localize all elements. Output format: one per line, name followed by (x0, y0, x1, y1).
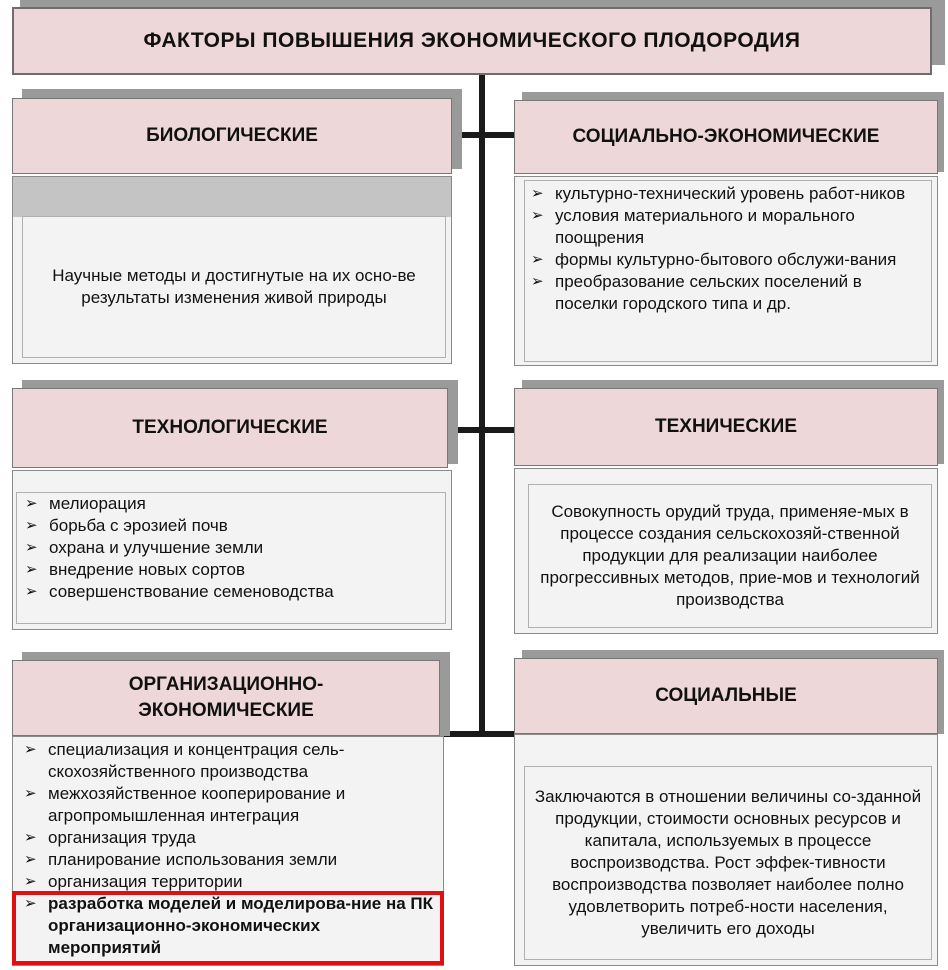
biological-header-text: БИОЛОГИЧЕСКИЕ (146, 125, 318, 146)
biological-text: Научные методы и достигнутые на их осно-ве результаты изменения живой природы (52, 266, 416, 307)
arrow-bullet-icon: ➢ (25, 495, 38, 512)
list-item: ➢ планирование использования земли (24, 850, 338, 869)
social-text: Заключаются в отношении величины со-зданной продукции, стоимости основных ресурсов и капитала, используемых в процессе воспроизводства. Рост эффек-тивности воспроизводства позволяет наиболее полно удовлетворить потреб-ности населения, увеличить его доходы (534, 787, 922, 938)
technical-header-text: ТЕХНИЧЕСКИЕ (655, 416, 797, 437)
social-header (514, 658, 938, 734)
arrow-bullet-icon: ➢ (24, 741, 37, 758)
list-item: ➢ культурно-технический уровень работ-ников (531, 184, 906, 203)
list-item: ➢ межхозяйственное кооперирование и агропромышленная интеграция (24, 784, 346, 825)
technological-list-box (16, 492, 446, 624)
technological-header-text: ТЕХНОЛОГИЧЕСКИЕ (132, 417, 328, 438)
organizational-header-line2: ЭКОНОМИЧЕСКИЕ (138, 700, 314, 721)
social-text-box (524, 766, 932, 960)
organizational-header-line1: ОРГАНИЗАЦИОННО- (128, 674, 324, 695)
list-item: ➢ формы культурно-бытового обслужи-вания (531, 250, 897, 269)
technical-header (514, 388, 938, 466)
list-item: ➢ охрана и улучшение земли (25, 538, 264, 557)
socio-economic-header-text: СОЦИАЛЬНО-ЭКОНОМИЧЕСКИЕ (572, 126, 880, 147)
vertical-connector (479, 75, 485, 735)
highlighted-list-item: ➢ разработка моделей и моделирова-ние на ПК организационно-экономических мероприятий (24, 894, 433, 957)
organizational-list (20, 739, 436, 959)
arrow-bullet-icon: ➢ (24, 873, 37, 890)
technical-text: Совокупность орудий труда, применяе-мых в процессе создания сельскохозяй-ственной продукции для реализации наиболее прогрессивных методов, прие-мов и технологий производства (540, 502, 920, 609)
connector-organizational (440, 731, 514, 737)
arrow-bullet-icon: ➢ (24, 829, 37, 846)
list-item: ➢ организация территории (24, 872, 243, 891)
list-item: ➢ преобразование сельских поселений в поселки городского типа и др. (531, 272, 862, 313)
socio-economic-list (527, 183, 927, 315)
technological-list (21, 493, 441, 603)
list-item: ➢ организация труда (24, 828, 196, 847)
arrow-bullet-icon: ➢ (531, 185, 544, 202)
title-text: ФАКТОРЫ ПОВЫШЕНИЯ ЭКОНОМИЧЕСКОГО ПЛОДОРОДИЯ (143, 29, 801, 52)
organizational-header (12, 660, 440, 736)
list-item: ➢ мелиорация (25, 494, 146, 513)
list-item: ➢ борьба с эрозией почв (25, 516, 228, 535)
arrow-bullet-icon: ➢ (24, 851, 37, 868)
list-item: ➢ совершенствование семеноводства (25, 582, 334, 601)
arrow-bullet-icon: ➢ (25, 561, 38, 578)
biological-band (13, 177, 451, 217)
list-item: ➢ специализация и концентрация сель-скохозяйственного производства (24, 740, 345, 781)
technological-header (12, 388, 448, 468)
organizational-list-box (16, 739, 440, 963)
arrow-bullet-icon: ➢ (531, 251, 544, 268)
arrow-bullet-icon: ➢ (25, 539, 38, 556)
biological-header (12, 98, 452, 174)
diagram-title (12, 7, 932, 75)
arrow-bullet-icon: ➢ (24, 785, 37, 802)
social-header-text: СОЦИАЛЬНЫЕ (655, 685, 797, 706)
arrow-bullet-icon: ➢ (25, 583, 38, 600)
socio-economic-list-box (524, 180, 932, 362)
arrow-bullet-icon: ➢ (531, 207, 544, 224)
arrow-bullet-icon: ➢ (24, 895, 37, 912)
arrow-bullet-icon: ➢ (25, 517, 38, 534)
biological-text-box (22, 216, 446, 358)
socio-economic-header (514, 100, 938, 174)
arrow-bullet-icon: ➢ (531, 273, 544, 290)
list-item: ➢ внедрение новых сортов (25, 560, 246, 579)
technical-text-box (528, 484, 932, 628)
list-item: ➢ условия материального и морального поощрения (531, 206, 855, 247)
